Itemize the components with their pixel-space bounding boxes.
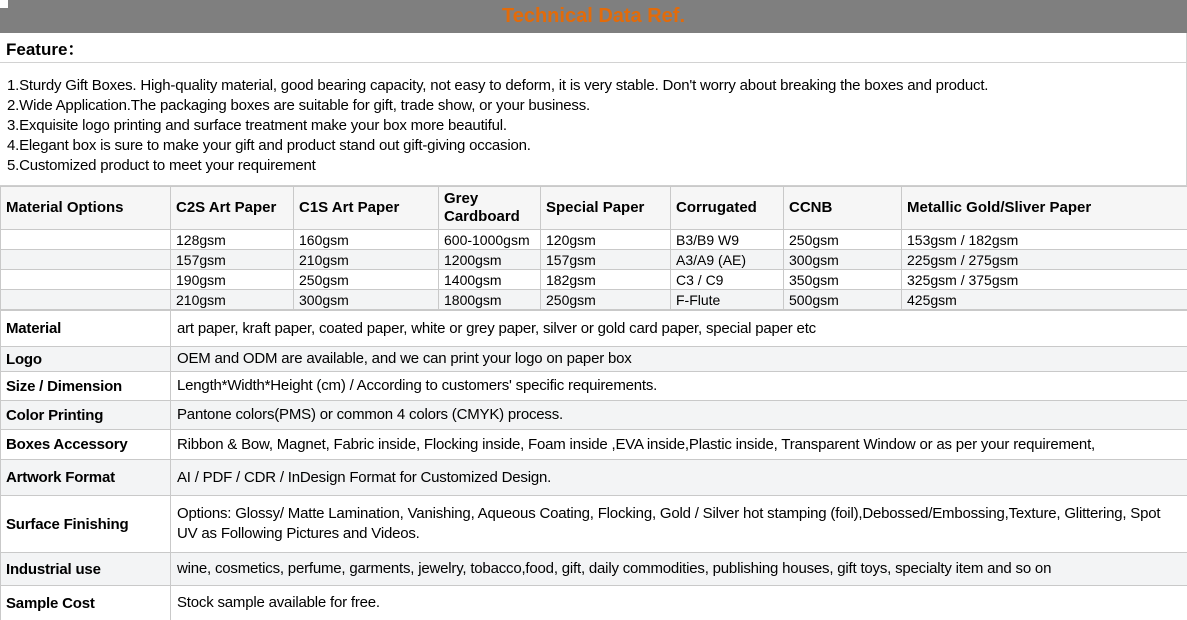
spec-label: Boxes Accessory: [1, 430, 171, 460]
table-row: [1, 230, 1187, 250]
title-bar: [0, 0, 1187, 33]
spec-value: OEM and ODM are available, and we can print your logo on paper box: [171, 347, 1187, 372]
table-cell: [1, 290, 171, 310]
specifications-table: [0, 310, 1187, 620]
table-cell: 300gsm: [294, 290, 439, 310]
spec-label: Material: [1, 311, 171, 347]
spec-row-material: [1, 311, 1187, 347]
table-row: [1, 290, 1187, 310]
table-cell: C3 / C9: [671, 270, 784, 290]
table-cell: 157gsm: [541, 250, 671, 270]
feature-item: 1.Sturdy Gift Boxes. High-quality material, good bearing capacity, not easy to deform, it is very stable. Don't worry about breaking the boxes and product.: [7, 77, 989, 94]
table-cell: B3/B9 W9: [671, 230, 784, 250]
table-cell: [1, 230, 171, 250]
spec-row-size-dimension: [1, 372, 1187, 401]
header-cell-c2s-art-paper: C2S Art Paper: [171, 187, 294, 230]
header-cell-ccnb: CCNB: [784, 187, 902, 230]
spec-row-logo: [1, 347, 1187, 372]
table-cell: 210gsm: [294, 250, 439, 270]
feature-heading-text: Feature：: [6, 40, 85, 59]
table-cell: 225gsm / 275gsm: [902, 250, 1187, 270]
feature-item: 5.Customized product to meet your requirement: [7, 157, 316, 174]
table-cell: 1200gsm: [439, 250, 541, 270]
spec-label: Industrial use: [1, 553, 171, 586]
table-row: [1, 270, 1187, 290]
spec-value: AI / PDF / CDR / InDesign Format for Customized Design.: [171, 460, 1187, 496]
table-cell: 1400gsm: [439, 270, 541, 290]
header-cell-c1s-art-paper: C1S Art Paper: [294, 187, 439, 230]
table-cell: 210gsm: [171, 290, 294, 310]
table-cell: 157gsm: [171, 250, 294, 270]
table-cell: 120gsm: [541, 230, 671, 250]
table-cell: 350gsm: [784, 270, 902, 290]
feature-item: 2.Wide Application.The packaging boxes are suitable for gift, trade show, or your business.: [7, 97, 590, 114]
table-cell: A3/A9 (AE): [671, 250, 784, 270]
table-cell: F-Flute: [671, 290, 784, 310]
feature-list: [0, 63, 1187, 186]
table-cell: 600-1000gsm: [439, 230, 541, 250]
table-cell: 182gsm: [541, 270, 671, 290]
feature-section-heading: [0, 33, 1187, 63]
table-cell: [1, 250, 171, 270]
spec-value: Stock sample available for free.: [171, 586, 1187, 620]
table-cell: 153gsm / 182gsm: [902, 230, 1187, 250]
spec-row-color-printing: [1, 401, 1187, 430]
spec-value: Length*Width*Height (cm) / According to customers' specific requirements.: [171, 372, 1187, 401]
feature-item: 3.Exquisite logo printing and surface treatment make your box more beautiful.: [7, 117, 507, 134]
table-cell: 190gsm: [171, 270, 294, 290]
feature-item: 4.Elegant box is sure to make your gift and product stand out gift-giving occasion.: [7, 137, 531, 154]
spec-value: wine, cosmetics, perfume, garments, jewelry, tobacco,food, gift, daily commodities, publishing houses, gift toys, specialty item and so on: [171, 553, 1187, 586]
table-cell: 500gsm: [784, 290, 902, 310]
table-row: [1, 250, 1187, 270]
material-options-table: [0, 186, 1187, 310]
page-title: Technical Data Ref.: [501, 5, 686, 27]
spec-value: Pantone colors(PMS) or common 4 colors (CMYK) process.: [171, 401, 1187, 430]
corner-notch: [0, 0, 8, 8]
table-cell: 128gsm: [171, 230, 294, 250]
spec-value: Ribbon & Bow, Magnet, Fabric inside, Flocking inside, Foam inside ,EVA inside,Plastic inside, Transparent Window or as per your requirement,: [171, 430, 1187, 460]
spec-row-artwork-format: [1, 460, 1187, 496]
spec-row-boxes-accessory: [1, 430, 1187, 460]
table-cell: [1, 270, 171, 290]
spec-row-sample-cost: [1, 586, 1187, 620]
table-cell: 1800gsm: [439, 290, 541, 310]
table-cell: 325gsm / 375gsm: [902, 270, 1187, 290]
spec-label: Artwork Format: [1, 460, 171, 496]
table-cell: 250gsm: [294, 270, 439, 290]
spec-value: Options: Glossy/ Matte Lamination, Vanishing, Aqueous Coating, Flocking, Gold / Silver hot stamping (foil),Debossed/Embossing,Texture, Glittering, Spot UV as Following Pictures and Videos.: [171, 496, 1187, 553]
spec-value: art paper, kraft paper, coated paper, white or grey paper, silver or gold card paper, special paper etc: [171, 311, 1187, 347]
table-cell: 425gsm: [902, 290, 1187, 310]
spec-label: Surface Finishing: [1, 496, 171, 553]
header-cell-metallic-paper: Metallic Gold/Sliver Paper: [902, 187, 1187, 230]
table-cell: 160gsm: [294, 230, 439, 250]
table-cell: 300gsm: [784, 250, 902, 270]
spec-row-surface-finishing: [1, 496, 1187, 553]
header-cell-grey-cardboard: Grey Cardboard: [439, 187, 541, 230]
spec-label: Sample Cost: [1, 586, 171, 620]
table-cell: 250gsm: [541, 290, 671, 310]
table-cell: 250gsm: [784, 230, 902, 250]
spec-label: Size / Dimension: [1, 372, 171, 401]
header-cell-special-paper: Special Paper: [541, 187, 671, 230]
table-header-row: [1, 187, 1187, 230]
header-cell-corrugated: Corrugated: [671, 187, 784, 230]
spec-label: Color Printing: [1, 401, 171, 430]
spec-row-industrial-use: [1, 553, 1187, 586]
spec-label: Logo: [1, 347, 171, 372]
header-cell-material-options: Material Options: [1, 187, 171, 230]
